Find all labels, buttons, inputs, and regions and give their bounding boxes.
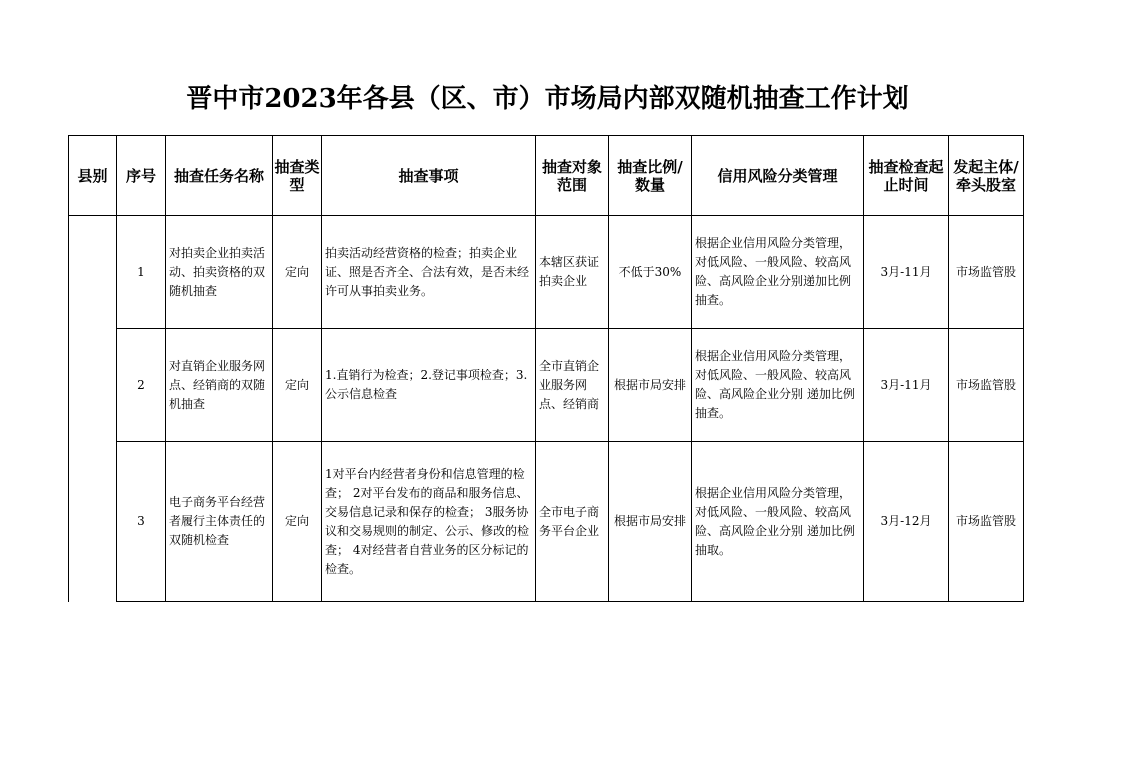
initiator-cell: 市场监管股 bbox=[949, 442, 1024, 602]
type-cell: 定向 bbox=[273, 442, 322, 602]
risk-cell: 根据企业信用风险分类管理，对低风险、一般风险、较高风险、高风险企业分别递加比例抽查。 bbox=[692, 216, 864, 329]
header-initiator: 发起主体/牵头股室 bbox=[949, 136, 1024, 216]
header-risk: 信用风险分类管理 bbox=[692, 136, 864, 216]
seq-cell: 3 bbox=[117, 442, 166, 602]
initiator-cell: 市场监管股 bbox=[949, 329, 1024, 442]
time-cell: 3月-12月 bbox=[864, 442, 949, 602]
table-row bbox=[69, 442, 1024, 602]
inspection-plan-table bbox=[68, 135, 1024, 602]
header-type: 抽查类型 bbox=[273, 136, 322, 216]
table-row bbox=[69, 329, 1024, 442]
task-name-cell: 电子商务平台经营者履行主体责任的双随机检查 bbox=[166, 442, 273, 602]
ratio-cell: 根据市局安排 bbox=[609, 442, 692, 602]
seq-cell: 2 bbox=[117, 329, 166, 442]
header-task-name: 抽查任务名称 bbox=[166, 136, 273, 216]
task-name-cell: 对拍卖企业拍卖活动、拍卖资格的双随机抽查 bbox=[166, 216, 273, 329]
header-scope: 抽查对象范围 bbox=[536, 136, 609, 216]
table-row bbox=[69, 216, 1024, 329]
items-cell: 1.直销行为检查；2.登记事项检查；3.公示信息检查 bbox=[322, 329, 536, 442]
header-items: 抽查事项 bbox=[322, 136, 536, 216]
header-ratio: 抽查比例/数量 bbox=[609, 136, 692, 216]
county-cell bbox=[69, 216, 117, 602]
items-cell: 拍卖活动经营资格的检查；拍卖企业证、照是否齐全、合法有效，是否未经许可从事拍卖业务。 bbox=[322, 216, 536, 329]
table-header-row bbox=[69, 136, 1024, 216]
type-cell: 定向 bbox=[273, 329, 322, 442]
page-title: 晋中市2023年各县（区、市）市场局内部双随机抽查工作计划 bbox=[186, 84, 909, 114]
seq-cell: 1 bbox=[117, 216, 166, 329]
ratio-cell: 根据市局安排 bbox=[609, 329, 692, 442]
time-cell: 3月-11月 bbox=[864, 216, 949, 329]
scope-cell: 本辖区获证拍卖企业 bbox=[536, 216, 609, 329]
task-name-cell: 对直销企业服务网点、经销商的双随机抽查 bbox=[166, 329, 273, 442]
initiator-cell: 市场监管股 bbox=[949, 216, 1024, 329]
risk-cell: 根据企业信用风险分类管理，对低风险、一般风险、较高风险、高风险企业分别 递加比例抽取。 bbox=[692, 442, 864, 602]
ratio-cell: 不低于30% bbox=[609, 216, 692, 329]
header-seq: 序号 bbox=[117, 136, 166, 216]
items-cell: 1对平台内经营者身份和信息管理的检查； 2对平台发布的商品和服务信息、交易信息记录和保存的检查； 3服务协议和交易规则的制定、公示、修改的检查； 4对经营者自营业务的区分标记的检查。 bbox=[322, 442, 536, 602]
header-time: 抽查检查起止时间 bbox=[864, 136, 949, 216]
type-cell: 定向 bbox=[273, 216, 322, 329]
scope-cell: 全市电子商务平台企业 bbox=[536, 442, 609, 602]
scope-cell: 全市直销企业服务网点、经销商 bbox=[536, 329, 609, 442]
risk-cell: 根据企业信用风险分类管理，对低风险、一般风险、较高风险、高风险企业分别 递加比例抽查。 bbox=[692, 329, 864, 442]
header-county: 县别 bbox=[69, 136, 117, 216]
time-cell: 3月-11月 bbox=[864, 329, 949, 442]
